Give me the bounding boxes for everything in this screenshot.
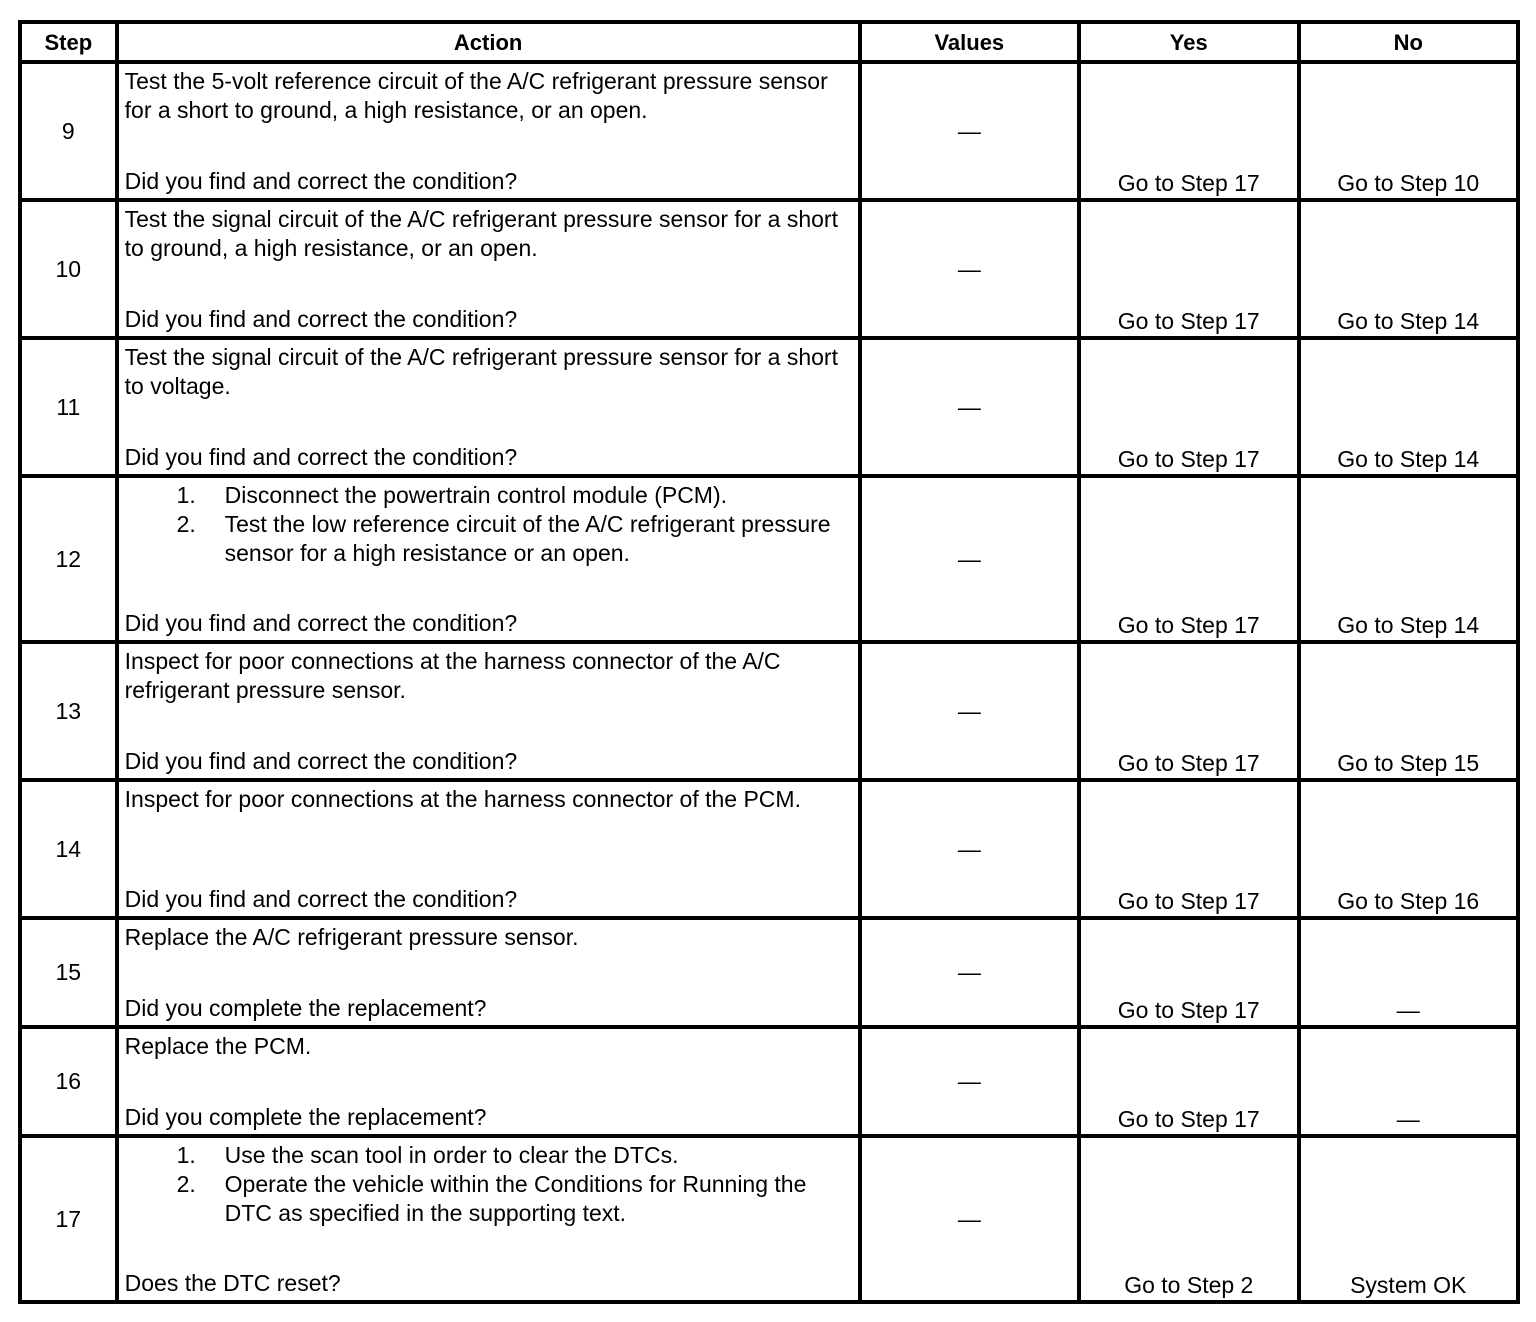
no-result: Go to Step 10 [1299,62,1519,200]
step-number: 16 [20,1027,117,1136]
step-number: 11 [20,338,117,476]
table-row [20,62,1518,200]
action-cell [117,1136,860,1302]
action-question: Did you find and correct the condition? [124,306,518,332]
list-item-number: 1. [176,1142,196,1168]
no-result: Go to Step 14 [1299,476,1519,642]
no-result: — [1299,1027,1519,1136]
action-cell [117,918,860,1027]
header-action: Action [117,22,860,62]
yes-result: Go to Step 17 [1079,200,1298,338]
step-number: 9 [20,62,117,200]
diagnostic-table [18,20,1520,1304]
table-row [20,918,1518,1027]
table-row [20,338,1518,476]
yes-result: Go to Step 17 [1079,476,1298,642]
action-question: Did you find and correct the condition? [124,886,518,912]
action-text: Inspect for poor connections at the harness connector of the A/C refrigerant pressure sensor. [124,648,781,703]
values-cell: — [860,1136,1079,1302]
no-result: — [1299,918,1519,1027]
list-item [125,510,850,568]
values-cell: — [860,338,1079,476]
values-cell: — [860,642,1079,780]
action-cell [117,1027,860,1136]
action-text: Test the signal circuit of the A/C refrigerant pressure sensor for a short to voltage. [124,344,838,399]
no-result: Go to Step 16 [1299,780,1519,918]
list-item-text: Operate the vehicle within the Conditions for Running the DTC as specified in the supporting text. [224,1171,807,1226]
yes-result: Go to Step 17 [1079,338,1298,476]
step-number: 17 [20,1136,117,1302]
header-row [20,22,1518,62]
action-question: Did you complete the replacement? [124,995,487,1021]
action-question: Does the DTC reset? [124,1270,341,1296]
yes-result: Go to Step 17 [1079,642,1298,780]
action-question: Did you find and correct the condition? [124,444,518,470]
action-cell [117,200,860,338]
action-question: Did you complete the replacement? [124,1104,487,1130]
action-text: Replace the A/C refrigerant pressure sensor. [124,924,579,950]
list-item-number: 2. [176,1171,196,1197]
action-cell [117,476,860,642]
step-number: 14 [20,780,117,918]
values-cell: — [860,200,1079,338]
step-number: 13 [20,642,117,780]
table-row [20,1136,1518,1302]
list-item [125,481,850,510]
table-row [20,200,1518,338]
no-result: Go to Step 14 [1299,338,1519,476]
yes-result: Go to Step 17 [1079,918,1298,1027]
values-cell: — [860,1027,1079,1136]
action-text: Inspect for poor connections at the harness connector of the PCM. [124,786,801,812]
step-number: 15 [20,918,117,1027]
action-cell [117,642,860,780]
values-cell: — [860,476,1079,642]
yes-result: Go to Step 17 [1079,62,1298,200]
table-row [20,642,1518,780]
values-cell: — [860,62,1079,200]
no-result: System OK [1299,1136,1519,1302]
table-row [20,1027,1518,1136]
table-row [20,780,1518,918]
list-item-number: 2. [176,511,196,537]
action-cell [117,780,860,918]
action-text: Test the 5-volt reference circuit of the A/C refrigerant pressure sensor for a short to ground, a high resistance, or an open. [124,68,828,123]
step-number: 12 [20,476,117,642]
yes-result: Go to Step 2 [1079,1136,1298,1302]
action-cell [117,62,860,200]
action-cell [117,338,860,476]
yes-result: Go to Step 17 [1079,1027,1298,1136]
table-row [20,476,1518,642]
no-result: Go to Step 14 [1299,200,1519,338]
list-item-text: Use the scan tool in order to clear the DTCs. [224,1142,679,1168]
header-no: No [1299,22,1519,62]
header-values: Values [860,22,1079,62]
action-question: Did you find and correct the condition? [124,748,518,774]
action-question: Did you find and correct the condition? [124,610,518,636]
list-item [125,1170,850,1228]
action-list [125,481,850,568]
list-item-number: 1. [176,482,196,508]
header-yes: Yes [1079,22,1298,62]
no-result: Go to Step 15 [1299,642,1519,780]
action-question: Did you find and correct the condition? [124,168,518,194]
values-cell: — [860,780,1079,918]
action-text: Replace the PCM. [124,1033,312,1059]
step-number: 10 [20,200,117,338]
list-item-text: Disconnect the powertrain control module (PCM). [224,482,728,508]
action-list [125,1141,850,1228]
list-item-text: Test the low reference circuit of the A/C refrigerant pressure sensor for a high resistance or an open. [224,511,831,566]
yes-result: Go to Step 17 [1079,780,1298,918]
list-item [125,1141,850,1170]
header-step: Step [20,22,117,62]
action-text: Test the signal circuit of the A/C refrigerant pressure sensor for a short to ground, a high resistance, or an open. [124,206,838,261]
values-cell: — [860,918,1079,1027]
